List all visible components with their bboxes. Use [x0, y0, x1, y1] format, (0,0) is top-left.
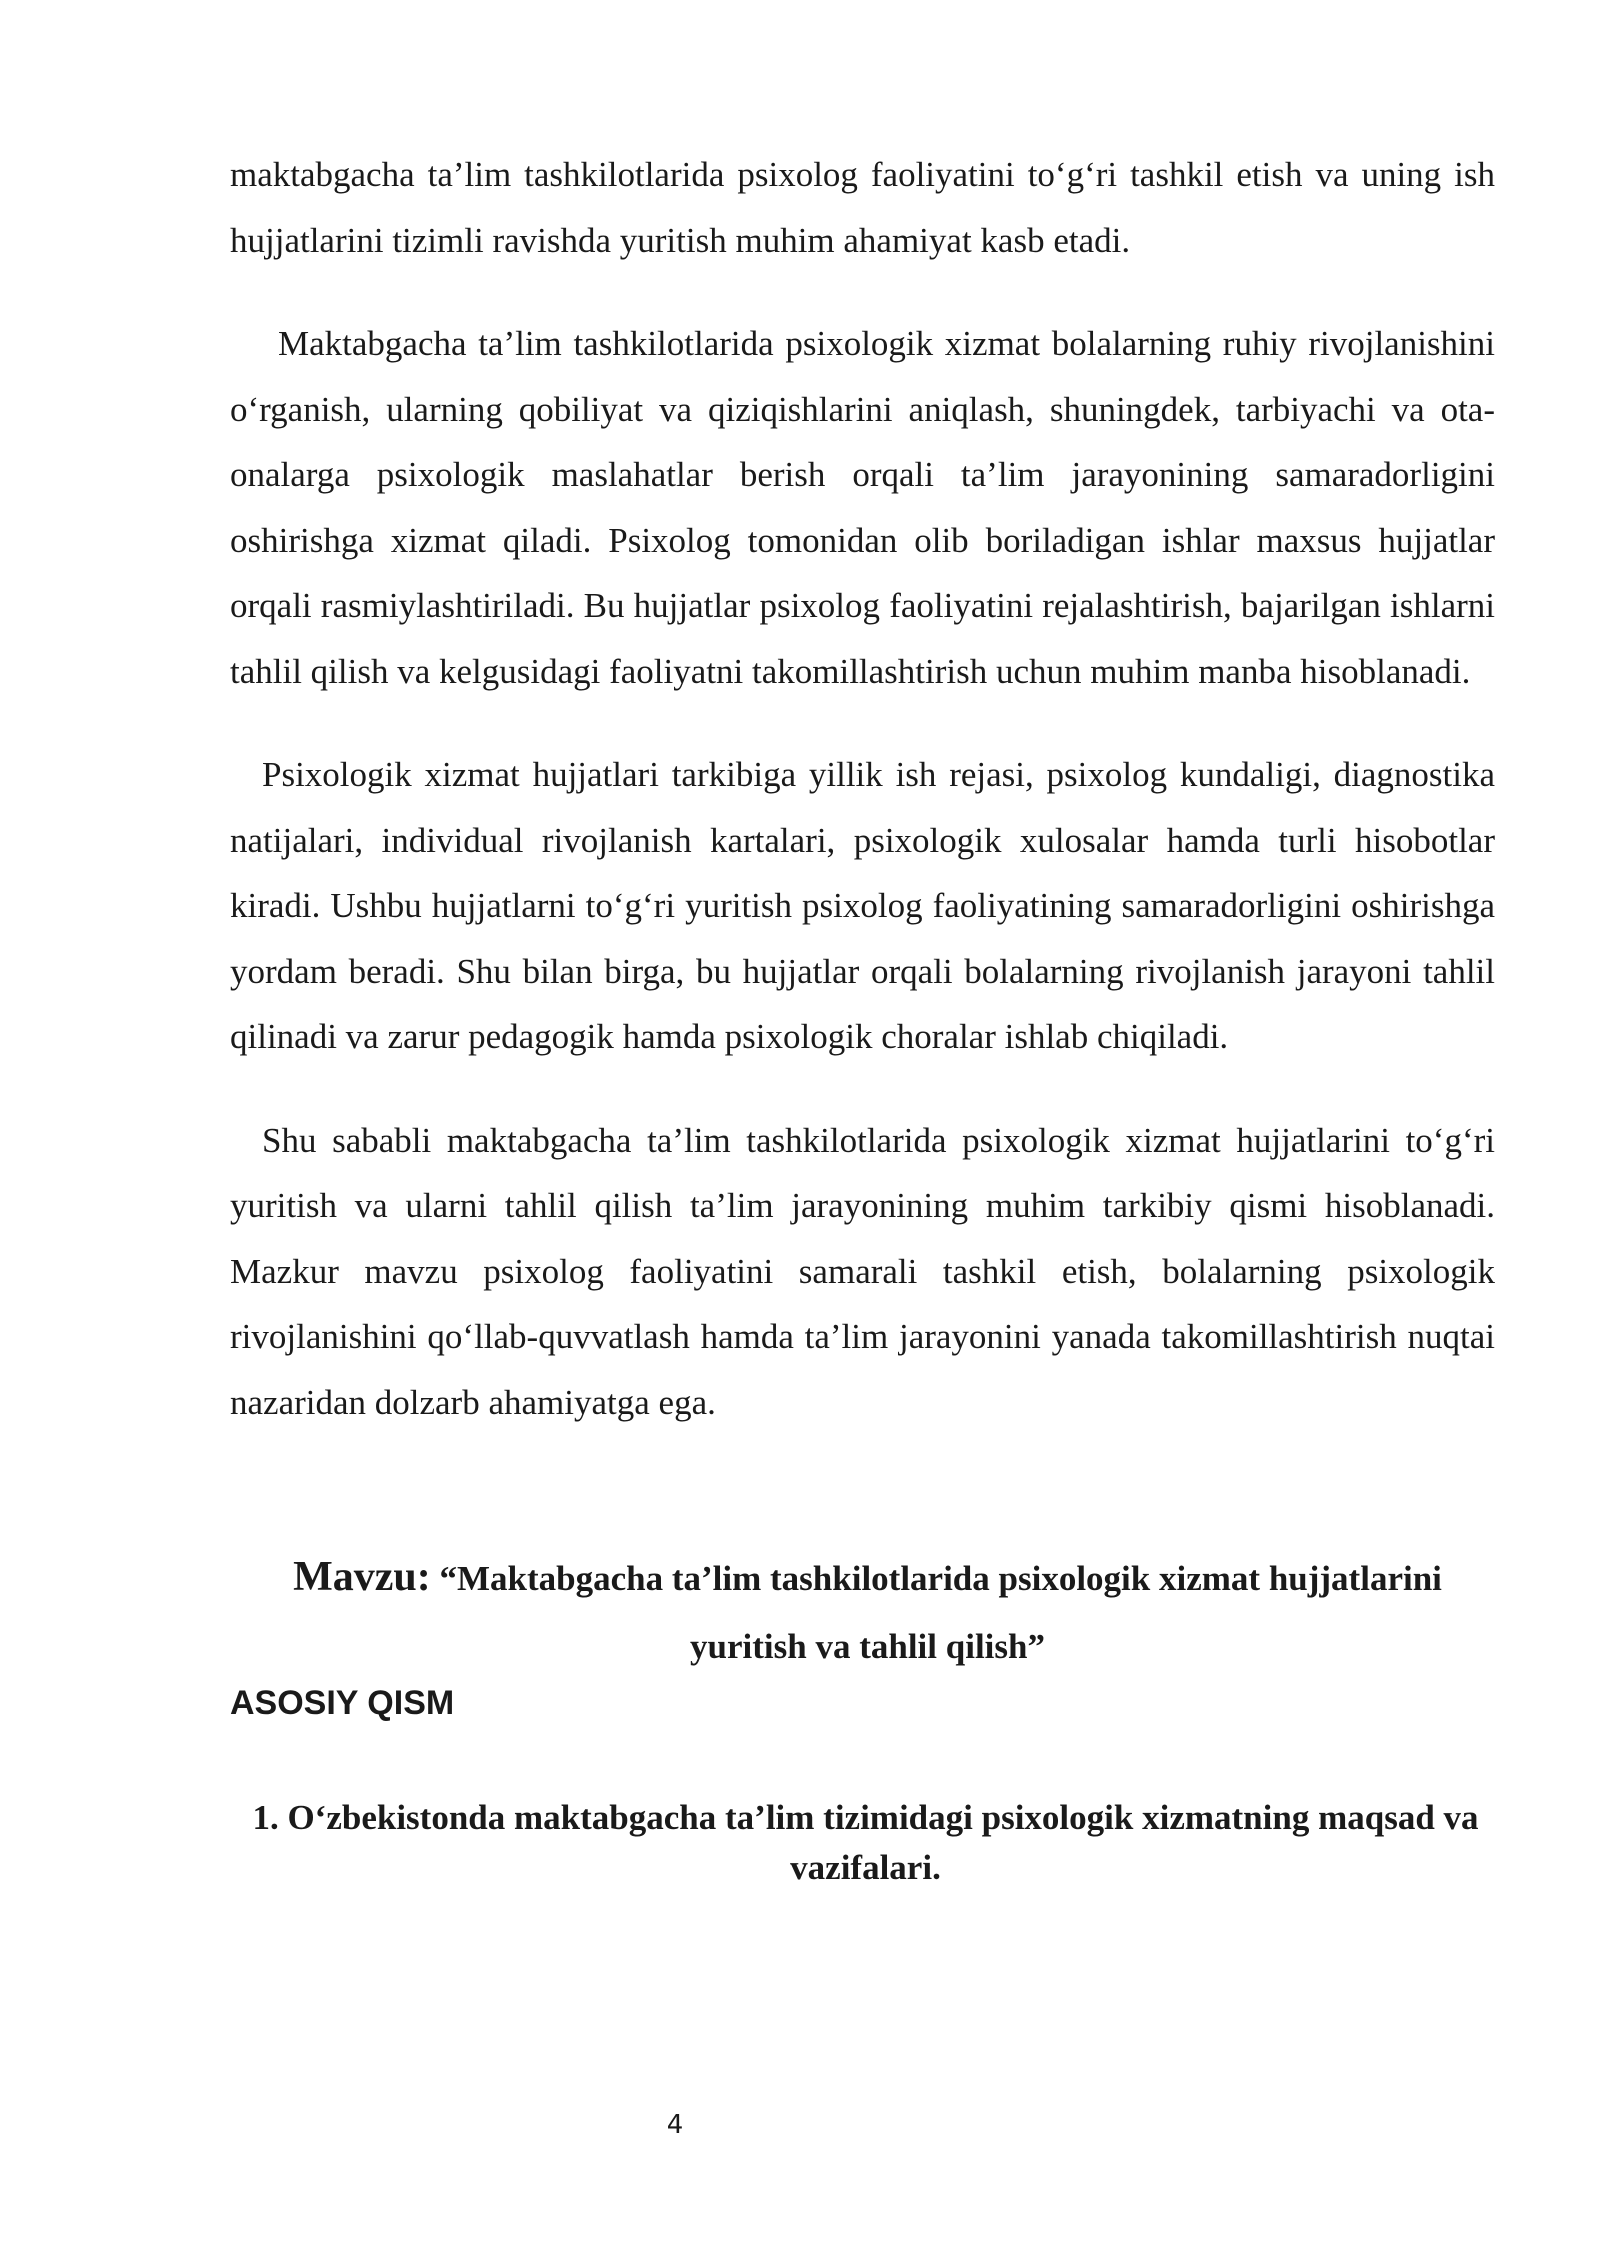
topic-title: “Maktabgacha ta’lim tashkilotlarida psixologik xizmat hujjatlarini yuritish va tahlil qilish”	[439, 1559, 1442, 1666]
section-heading: ASOSIY QISM	[230, 1684, 455, 1722]
paragraph-3: Psixologik xizmat hujjatlari tarkibiga yillik ish rejasi, psixolog kundaligi, diagnostika natijalari, individual rivojlanish kartalari, psixologik xulosalar hamda turli hisobotlar kiradi. Ushbu hujjatlarni to‘g‘ri yuritish psixolog faoliyatining samaradorligini oshirishga yordam beradi. Shu bilan birga, bu hujjatlar orqali bolalarning rivojlanish jarayoni tahlil qilinadi va zarur pedagogik hamda psixologik choralar ishlab chiqiladi.	[230, 755, 1495, 1056]
paragraph-4: Shu sababli maktabgacha ta’lim tashkilotlarida psixologik xizmat hujjatlarini to‘g‘ri yuritish va ularni tahlil qilish ta’lim jarayonining muhim tarkibiy qismi hisoblanadi. Mazkur mavzu psixolog faoliyatini samarali tashkil etish, bolalarning psixologik rivojlanishini qo‘llab-quvvatlash hamda ta’lim jarayonini yanada takomillashtirish nuqtai nazaridan dolzarb ahamiyatga ega.	[230, 1120, 1495, 1422]
paragraph-2: Maktabgacha ta’lim tashkilotlarida psixologik xizmat bolalarning ruhiy rivojlanishini o‘rganish, ularning qobiliyat va qiziqishlarini aniqlash, shuningdek, tarbiyachi va ota-onalarga psixologik maslahatlar berish orqali ta’lim jarayonining samaradorligini oshirishga xizmat qiladi. Psixolog tomonidan olib boriladigan ishlar maxsus hujjatlar orqali rasmiylashtiriladi. Bu hujjatlar psixolog faoliyatini rejalashtirish, bajarilgan ishlarni tahlil qilish va kelgusidagi faoliyatni takomillashtirish uchun muhim manba hisoblanadi.	[230, 324, 1495, 691]
topic-heading	[230, 1543, 1495, 1681]
subsection-heading: 1. O‘zbekistonda maktabgacha ta’lim tizimidagi psixologik xizmatning maqsad va vazifalari.	[252, 1798, 1479, 1887]
paragraph-1: maktabgacha ta’lim tashkilotlarida psixolog faoliyatini to‘g‘ri tashkil etish va uning ish hujjatlarini tizimli ravishda yuritish muhim ahamiyat kasb etadi.	[230, 155, 1495, 260]
topic-label: Mavzu:	[293, 1554, 431, 1600]
page-content	[230, 142, 1495, 1893]
page-number: 4	[666, 2110, 684, 2140]
